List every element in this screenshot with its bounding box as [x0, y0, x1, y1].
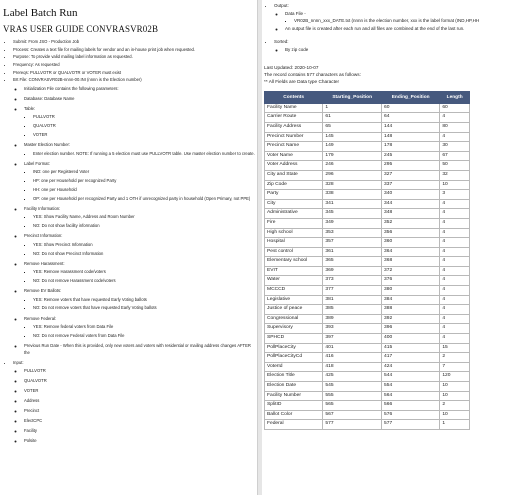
list-item	[24, 206, 257, 230]
table-row	[265, 420, 470, 430]
table-row	[265, 410, 470, 420]
table-cell: 577	[323, 420, 382, 430]
table-row	[265, 180, 470, 190]
list-item	[274, 2, 523, 32]
table-cell: Legislative	[265, 295, 323, 305]
table-cell: 340	[382, 190, 440, 200]
list-item	[13, 77, 257, 356]
table-cell: 372	[382, 266, 440, 276]
list-item	[24, 288, 257, 312]
table-cell: 4	[440, 218, 470, 228]
page-title: Label Batch Run	[3, 7, 78, 19]
table-cell: City and State	[265, 170, 323, 180]
list-item: • Purpose: To provide valid mailing label information as requested.	[13, 54, 257, 61]
table-cell: Ballot Color	[265, 410, 323, 420]
column-header: Ending_Position	[382, 91, 440, 103]
table-row	[265, 218, 470, 228]
list-item: ▪ Enter election number. NOTE: If running a 5 election must use PULLVOTR table. Use master election number to create.	[33, 151, 257, 158]
table-cell: MCCCD	[265, 286, 323, 296]
list-item-label: Remove Federal:	[24, 315, 57, 321]
list-item: ◦ PULLVOTR	[24, 368, 257, 375]
table-row	[265, 238, 470, 248]
table-cell: 144	[382, 122, 440, 132]
master-options-list	[24, 151, 257, 158]
table-cell: Facility Address	[265, 122, 323, 132]
page-subtitle: VRAS USER GUIDE CONVRASVR02B	[3, 24, 159, 34]
list-item: ▪ VOTER	[33, 132, 257, 139]
table-cell: 295	[382, 161, 440, 171]
list-item: • Frequency: As requested	[13, 62, 257, 69]
table-cell: 376	[382, 276, 440, 286]
table-cell: City	[265, 199, 323, 209]
table-cell: 327	[382, 170, 440, 180]
table-cell: 4	[440, 238, 470, 248]
file-params-list	[13, 86, 257, 357]
table-cell: 4	[440, 113, 470, 123]
table-cell: EVIT	[265, 266, 323, 276]
table-cell: 364	[382, 247, 440, 257]
list-item: ◦ VOTER	[24, 388, 257, 395]
table-cell: VoterId	[265, 362, 323, 372]
table-cell: 360	[382, 238, 440, 248]
table-body	[265, 103, 470, 429]
table-cell: 2	[440, 353, 470, 363]
right-pane	[262, 0, 523, 495]
list-item-label: Precinct Information:	[24, 233, 63, 239]
table-cell: Voter Address	[265, 161, 323, 171]
list-item-label: Table:	[24, 105, 36, 111]
table-cell: SPHCD	[265, 334, 323, 344]
table-cell: 65	[323, 122, 382, 132]
table-cell: 345	[323, 209, 382, 219]
table-cell: 4	[440, 132, 470, 142]
table-cell: 50	[440, 161, 470, 171]
table-row	[265, 276, 470, 286]
table-row	[265, 334, 470, 344]
table-row	[265, 286, 470, 296]
table-row	[265, 228, 470, 238]
table-cell: Justice of peace	[265, 305, 323, 315]
list-item: ▪ IND: one per Registered Voter	[33, 169, 257, 176]
list-item: ◦ Initialization File contains the following parameters:	[24, 86, 257, 93]
table-cell: Hospital	[265, 238, 323, 248]
table-cell: Water	[265, 276, 323, 286]
sorted-list	[274, 46, 523, 54]
list-item: • Prereqs: PULLVOTR or QUALVOTR or VOTER must exist	[13, 70, 257, 77]
table-cell: 80	[440, 122, 470, 132]
table-cell: Facility Number	[265, 391, 323, 401]
table-cell: 328	[323, 180, 382, 190]
table-cell: 396	[382, 324, 440, 334]
table-cell: 15	[440, 343, 470, 353]
list-item: ▪ NO: Do not remove voters that have requested Early Voting ballots	[33, 305, 257, 312]
list-item: ▪ YES: Show Facility Name, Address and Room Number	[33, 214, 257, 221]
list-item-label: Sorted:	[274, 39, 289, 45]
table-cell: Carrier Route	[265, 113, 323, 123]
table-cell: 61	[323, 113, 382, 123]
table-cell: 32	[440, 170, 470, 180]
table-cell: 373	[323, 276, 382, 286]
table-cell: 2	[440, 401, 470, 411]
list-item-label: Output:	[274, 3, 289, 8]
list-item	[13, 360, 257, 445]
table-cell: 393	[323, 324, 382, 334]
table-cell: 425	[323, 372, 382, 382]
list-item: ▪ VR02B_nnnn_xxx_DATE.txt (nnnn is the election number, xxx is the label format (IND,HP,HH	[294, 17, 523, 25]
table-row	[265, 324, 470, 334]
fields-note: ** All Fields are Data type Character	[264, 79, 340, 85]
list-item: ▪ PULLVOTR	[33, 114, 257, 121]
column-header: Contents	[265, 91, 323, 103]
table-cell: 418	[323, 362, 382, 372]
table-cell: 424	[382, 362, 440, 372]
harassment-options-list	[24, 269, 257, 284]
list-item: ▪ YES: Show Precinct Information	[33, 242, 257, 249]
table-cell: 60	[382, 103, 440, 113]
table-cell: 120	[440, 372, 470, 382]
table-cell: 4	[440, 334, 470, 344]
table-cell: 246	[323, 161, 382, 171]
list-item	[274, 38, 523, 53]
output-sub-list	[274, 10, 523, 33]
ev-ballots-options-list	[24, 297, 257, 312]
list-item-label: Brt File: CONVRASVR02B-nnnn-00.INI (nnnn is the Election number)	[13, 77, 142, 83]
table-cell: 10	[440, 180, 470, 190]
table-cell: 7	[440, 362, 470, 372]
table-cell: 567	[323, 410, 382, 420]
table-cell: Administrative	[265, 209, 323, 219]
table-row	[265, 362, 470, 372]
list-item	[24, 142, 257, 157]
table-cell: 389	[323, 314, 382, 324]
table-cell: 4	[440, 266, 470, 276]
table-cell: Fire	[265, 218, 323, 228]
table-cell: 4	[440, 247, 470, 257]
table-cell: Voter Name	[265, 151, 323, 161]
list-item: ▪ YES: Remove Harassment code/voters	[33, 269, 257, 276]
list-item: ◦ Polsite	[24, 438, 257, 445]
table-cell: 245	[382, 151, 440, 161]
table-row	[265, 247, 470, 257]
table-cell: 356	[382, 228, 440, 238]
table-cell: 148	[382, 132, 440, 142]
table-cell: 4	[440, 209, 470, 219]
table-cell: 577	[382, 420, 440, 430]
table-row	[265, 266, 470, 276]
output-list	[264, 2, 523, 54]
table-row	[265, 343, 470, 353]
table-cell: Federal	[265, 420, 323, 430]
table-cell: 400	[382, 334, 440, 344]
table-cell: 1	[440, 420, 470, 430]
record-layout-table	[264, 91, 470, 430]
list-item	[24, 233, 257, 257]
table-cell: 10	[440, 382, 470, 392]
table-cell: 388	[382, 305, 440, 315]
table-cell: Elementary school	[265, 257, 323, 267]
list-item: ◦ By zip code	[285, 46, 523, 54]
list-item: ◦ QUALVOTR	[24, 378, 257, 385]
table-cell: High school	[265, 228, 323, 238]
table-cell: 416	[323, 353, 382, 363]
table-cell: 368	[382, 257, 440, 267]
table-cell: 3	[440, 190, 470, 200]
list-item: ◦ ElectCPC	[24, 418, 257, 425]
table-row	[265, 199, 470, 209]
table-cell: 381	[323, 295, 382, 305]
table-cell: 349	[323, 218, 382, 228]
table-cell: 344	[382, 199, 440, 209]
list-item: ▪ YES: Remove voters that have requested Early Voting ballots	[33, 297, 257, 304]
table-row	[265, 305, 470, 315]
list-item: ◦ Facility	[24, 428, 257, 435]
list-item: ◦ An output file is created after each run and all files are combined at the end of the last run.	[285, 25, 523, 33]
table-cell: Election Date	[265, 382, 323, 392]
table-row	[265, 122, 470, 132]
table-row	[265, 257, 470, 267]
list-item: ▪ OP: one per Household per recognized Party and 1 OTH if unrecognized party in household (Open Primary, not PPE)	[33, 196, 257, 203]
table-row	[265, 314, 470, 324]
table-cell: 296	[323, 170, 382, 180]
list-item	[24, 106, 257, 139]
table-cell: Facility Name	[265, 103, 323, 113]
table-row	[265, 190, 470, 200]
list-item-label: Master Election Number:	[24, 141, 71, 147]
record-info: The record contains 577 characters as follows:	[264, 71, 361, 77]
list-item: ◦ Database: Database Name	[24, 96, 257, 103]
table-cell: 544	[382, 372, 440, 382]
table-row	[265, 372, 470, 382]
table-cell: 4	[440, 286, 470, 296]
table-cell: 4	[440, 324, 470, 334]
table-options-list	[24, 114, 257, 138]
list-item-label: Facility Information:	[24, 205, 61, 211]
table-row	[265, 209, 470, 219]
table-cell: PollPlaceCity	[265, 343, 323, 353]
table-cell: 64	[382, 113, 440, 123]
table-cell: 377	[323, 286, 382, 296]
list-item: ◦ Address	[24, 398, 257, 405]
table-cell: 1	[323, 103, 382, 113]
list-item: ▪ HH: one per Household	[33, 187, 257, 194]
table-row	[265, 170, 470, 180]
list-item: ▪ YES: Remove federal voters from Data File	[33, 324, 257, 331]
federal-options-list	[24, 324, 257, 339]
facility-options-list	[24, 214, 257, 229]
list-item: • Submit: From JSO - Production Job	[13, 39, 257, 46]
table-row	[265, 132, 470, 142]
table-row	[265, 353, 470, 363]
left-pane	[0, 0, 258, 495]
table-cell: Zip Code	[265, 180, 323, 190]
label-format-options-list	[24, 169, 257, 202]
table-cell: 576	[382, 410, 440, 420]
table-cell: Pest control	[265, 247, 323, 257]
table-cell: 341	[323, 199, 382, 209]
table-cell: 60	[440, 103, 470, 113]
list-item: ▪ NO: Do not remove Harassment code/voters	[33, 278, 257, 285]
table-row	[265, 382, 470, 392]
table-cell: 417	[382, 353, 440, 363]
table-cell: 10	[440, 391, 470, 401]
last-updated: Last Updated: 2020-10-07	[264, 64, 319, 70]
table-cell: 365	[323, 257, 382, 267]
table-cell: 30	[440, 142, 470, 152]
table-cell: 4	[440, 257, 470, 267]
table-cell: 369	[323, 266, 382, 276]
list-item: ▪ HP: one per Household per recognized Party	[33, 178, 257, 185]
table-cell: 565	[323, 401, 382, 411]
table-cell: 392	[382, 314, 440, 324]
table-cell: Congressional	[265, 314, 323, 324]
table-row	[265, 161, 470, 171]
table-cell: 4	[440, 305, 470, 315]
table-cell: 10	[440, 410, 470, 420]
list-item: ▪ NO: Do not show Precinct Information	[33, 251, 257, 258]
table-cell: 348	[382, 209, 440, 219]
table-cell: 4	[440, 228, 470, 238]
table-row	[265, 151, 470, 161]
table-cell: 4	[440, 199, 470, 209]
table-row	[265, 113, 470, 123]
list-item	[285, 10, 523, 25]
list-item	[24, 161, 257, 203]
table-cell: Precinct Number	[265, 132, 323, 142]
table-cell: 357	[323, 238, 382, 248]
table-cell: Precinct Name	[265, 142, 323, 152]
column-header: Length	[440, 91, 470, 103]
table-cell: 149	[323, 142, 382, 152]
table-cell: Party	[265, 190, 323, 200]
table-cell: 566	[382, 401, 440, 411]
table-cell: 415	[382, 343, 440, 353]
list-item-label: Remove EV Ballots:	[24, 288, 62, 294]
list-item	[24, 316, 257, 340]
list-item: • Process: Creates a text file for mailing labels for vendor and an in-house print job when requested.	[13, 47, 257, 54]
table-cell: PollPlaceCityCd	[265, 353, 323, 363]
table-cell: 337	[382, 180, 440, 190]
table-cell: 385	[323, 305, 382, 315]
table-cell: 545	[323, 382, 382, 392]
table-cell: 338	[323, 190, 382, 200]
table-cell: 380	[382, 286, 440, 296]
precinct-options-list	[24, 242, 257, 257]
table-cell: 554	[382, 382, 440, 392]
table-cell: 397	[323, 334, 382, 344]
list-item-label: Remove Harassment:	[24, 260, 65, 266]
table-cell: 555	[323, 391, 382, 401]
table-cell: Supervisory	[265, 324, 323, 334]
table-cell: 352	[382, 218, 440, 228]
table-cell: 353	[323, 228, 382, 238]
table-cell: 564	[382, 391, 440, 401]
table-cell: 4	[440, 314, 470, 324]
table-row	[265, 142, 470, 152]
table-cell: 145	[323, 132, 382, 142]
list-item: ◦ Previous Run Date - When this is provided, only new voters and voters with residential or mailing address changes AFTER the	[24, 343, 257, 356]
table-row	[265, 401, 470, 411]
list-item-label: Label Format:	[24, 160, 50, 166]
table-row	[265, 103, 470, 113]
list-item: ▪ QUALVOTR	[33, 123, 257, 130]
list-item: ◦ Precinct	[24, 408, 257, 415]
table-cell: 178	[382, 142, 440, 152]
table-cell: 4	[440, 276, 470, 286]
list-item-label: Data File -	[285, 10, 306, 16]
table-row	[265, 295, 470, 305]
table-cell: 401	[323, 343, 382, 353]
table-row	[265, 391, 470, 401]
table-cell: 384	[382, 295, 440, 305]
table-cell: 179	[323, 151, 382, 161]
table-header-row	[265, 91, 470, 103]
spec-list	[3, 39, 257, 445]
table-cell: Election Title	[265, 372, 323, 382]
list-item	[24, 261, 257, 285]
data-file-list	[285, 17, 523, 25]
list-item-label: Input:	[13, 359, 24, 365]
list-item: ▪ NO: Do not show facility information	[33, 223, 257, 230]
table-cell: 361	[323, 247, 382, 257]
list-item: ▪ NO: Do not remove Federal voters from Data File	[33, 333, 257, 340]
column-header: Starting_Position	[323, 91, 382, 103]
table-cell: SplitID	[265, 401, 323, 411]
table-cell: 67	[440, 151, 470, 161]
output-section	[264, 2, 523, 54]
input-list	[13, 368, 257, 445]
table-cell: 4	[440, 295, 470, 305]
